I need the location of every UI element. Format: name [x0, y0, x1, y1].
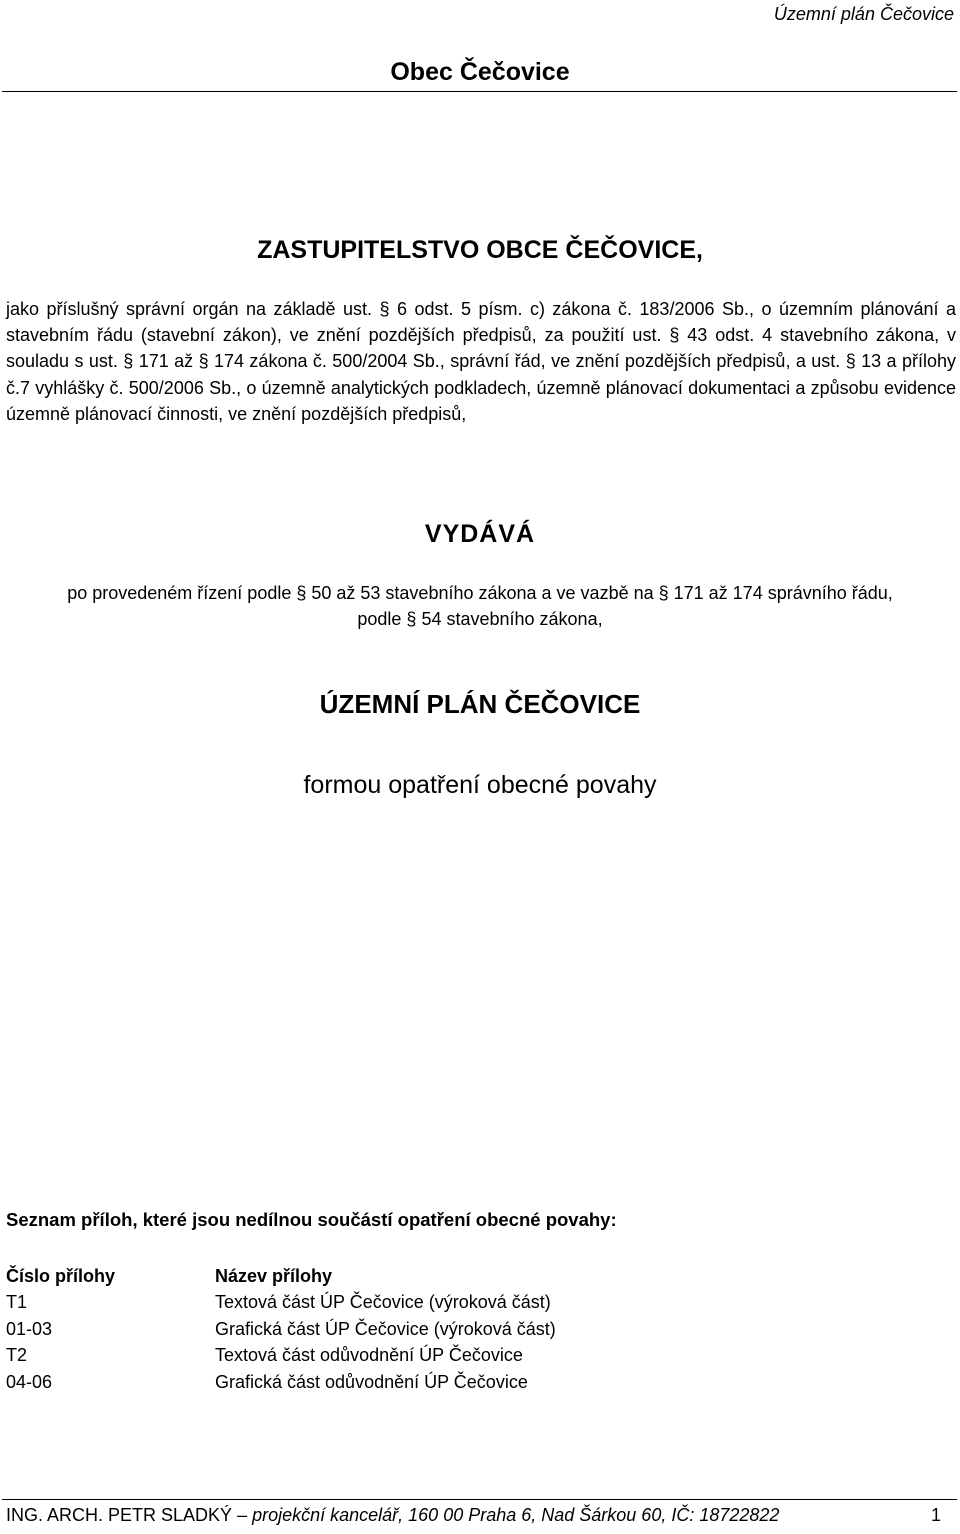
annex-name: Textová část odůvodnění ÚP Čečovice [215, 1345, 523, 1366]
footer-divider [2, 1499, 957, 1500]
issues-heading: VYDÁVÁ [424, 520, 536, 548]
annex-list-heading: Seznam příloh, které jsou nedílnou součástí opatření obecné povahy: [6, 1209, 617, 1230]
page-number: 1 [930, 1505, 941, 1525]
title-divider [2, 91, 957, 92]
footer-separator: – [232, 1505, 253, 1525]
annex-name: Textová část ÚP Čečovice (výroková část) [215, 1292, 551, 1313]
procedure-paragraph: po provedeném řízení podle § 50 až 53 stavebního zákona a ve vazbě na § 171 až 174 správního řádu, podle § 54 stavebního zákona, [67, 583, 893, 629]
annex-number: T1 [6, 1292, 28, 1313]
council-heading: ZASTUPITELSTVO OBCE ČEČOVICE, [257, 236, 703, 264]
footer [6, 1505, 941, 1526]
plan-form-subtitle: formou opatření obecné povahy [303, 771, 657, 799]
footer-office: projekční kancelář, 160 00 Praha 6, Nad Šárkou 60, IČ: 18722822 [252, 1505, 780, 1525]
table-row [6, 1369, 556, 1396]
page-title: Obec Čečovice [390, 58, 570, 86]
legal-basis-paragraph: jako příslušný správní orgán na základě ust. § 6 odst. 5 písm. c) zákona č. 183/2006 Sb., o územním plánování a stavebním řádu (stavební zákon), ve znění pozdějších předpisů, za použití ust. § 43 odst. 4 stavebního zákona, v souladu s ust. § 171 až § 174 zákona č. 500/2004 Sb., správní řád, ve znění pozdějších předpisů, a ust. § 13 a přílohy č.7 vyhlášky č. 500/2006 Sb., o územně analytických podkladech, územně plánovací dokumentaci a způsobu evidence územně plánovací činnosti, ve znění pozdějších předpisů, [6, 299, 956, 424]
annex-name: Grafická část ÚP Čečovice (výroková část) [215, 1318, 556, 1339]
annex-name-column-header: Název přílohy [215, 1265, 333, 1286]
table-row [6, 1316, 556, 1343]
annex-number: 01-03 [6, 1318, 53, 1339]
footer-author: ING. ARCH. PETR SLADKÝ [6, 1505, 233, 1525]
annex-table [6, 1263, 556, 1396]
table-row [6, 1343, 556, 1370]
plan-title: ÚZEMNÍ PLÁN ČEČOVICE [319, 689, 641, 719]
annex-number: 04-06 [6, 1371, 53, 1392]
annex-table-header [6, 1263, 556, 1290]
annex-number-column-header: Číslo přílohy [6, 1265, 116, 1286]
annex-name: Grafická část odůvodnění ÚP Čečovice [215, 1371, 528, 1392]
annex-number: T2 [6, 1345, 28, 1366]
running-header: Územní plán Čečovice [773, 4, 954, 24]
table-row [6, 1290, 556, 1317]
title-block [0, 58, 960, 87]
